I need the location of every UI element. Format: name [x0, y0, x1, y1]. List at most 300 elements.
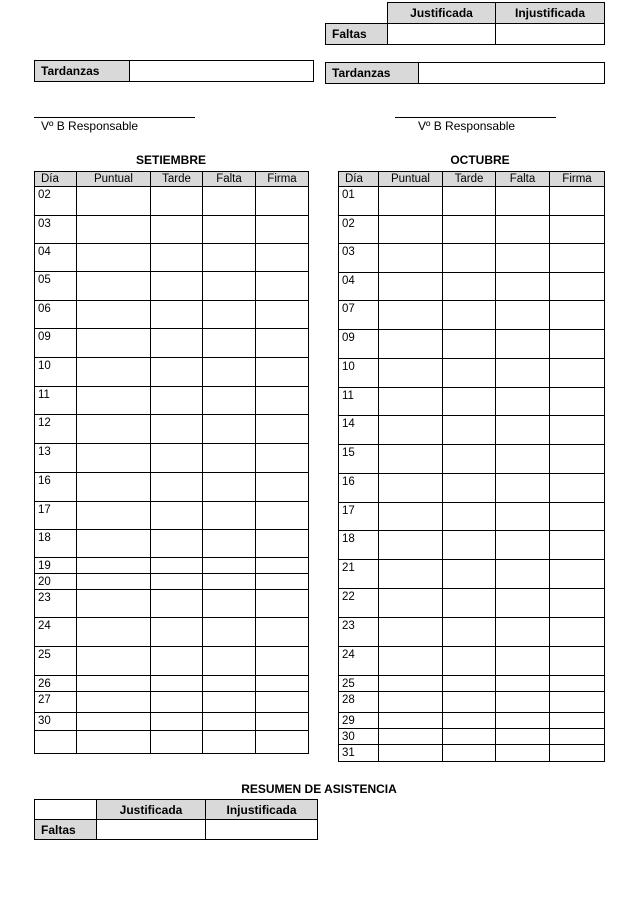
puntual-cell[interactable]: [77, 216, 151, 244]
tarde-cell[interactable]: [151, 618, 203, 647]
puntual-cell[interactable]: [379, 647, 443, 676]
day-cell: 24: [339, 647, 379, 676]
puntual-cell[interactable]: [379, 560, 443, 589]
tarde-cell[interactable]: [443, 330, 496, 359]
falta-cell[interactable]: [203, 676, 256, 692]
firma-cell[interactable]: [550, 503, 605, 531]
day-cell: 06: [35, 301, 77, 329]
setiembre-attendance-table: [34, 171, 309, 754]
firma-cell[interactable]: [256, 676, 309, 692]
puntual-cell[interactable]: [379, 273, 443, 301]
firma-cell[interactable]: [256, 713, 309, 731]
firma-cell[interactable]: [256, 558, 309, 574]
puntual-cell[interactable]: [379, 244, 443, 273]
puntual-cell[interactable]: [379, 503, 443, 531]
falta-cell[interactable]: [203, 502, 256, 530]
firma-cell[interactable]: [256, 530, 309, 558]
firma-cell[interactable]: [256, 358, 309, 387]
table-row: [35, 473, 309, 502]
tarde-cell[interactable]: [443, 216, 496, 244]
puntual-cell[interactable]: [379, 713, 443, 729]
puntual-cell[interactable]: [77, 558, 151, 574]
falta-cell[interactable]: [203, 731, 256, 754]
resumen-injustificada-cell[interactable]: [206, 820, 318, 840]
tarde-cell[interactable]: [443, 676, 496, 692]
falta-cell[interactable]: [496, 618, 550, 647]
firma-cell[interactable]: [550, 745, 605, 762]
day-cell: 19: [35, 558, 77, 574]
puntual-cell[interactable]: [77, 530, 151, 558]
falta-cell[interactable]: [203, 647, 256, 676]
falta-cell[interactable]: [496, 713, 550, 729]
firma-cell[interactable]: [550, 560, 605, 589]
tarde-cell[interactable]: [151, 692, 203, 713]
puntual-cell[interactable]: [379, 745, 443, 762]
resumen-title: RESUMEN DE ASISTENCIA: [241, 782, 397, 796]
day-cell: 14: [339, 416, 379, 445]
tarde-cell[interactable]: [151, 574, 203, 590]
firma-cell[interactable]: [550, 692, 605, 713]
day-cell: 01: [339, 187, 379, 216]
tarde-cell[interactable]: [151, 329, 203, 358]
falta-cell[interactable]: [203, 473, 256, 502]
day-cell: 10: [339, 359, 379, 388]
tarde-cell[interactable]: [151, 387, 203, 415]
tarde-cell[interactable]: [443, 445, 496, 474]
day-cell: 11: [339, 388, 379, 416]
day-cell: 25: [339, 676, 379, 692]
falta-cell[interactable]: [203, 530, 256, 558]
firma-cell[interactable]: [550, 244, 605, 273]
signature-label-right: Vº B Responsable: [418, 119, 516, 133]
firma-cell[interactable]: [550, 676, 605, 692]
tarde-cell[interactable]: [443, 244, 496, 273]
tarde-cell[interactable]: [443, 474, 496, 503]
day-cell: 18: [339, 531, 379, 560]
tarde-cell[interactable]: [151, 272, 203, 301]
falta-cell[interactable]: [496, 359, 550, 388]
resumen-justificada-cell[interactable]: [97, 820, 206, 840]
table-row: [339, 676, 605, 692]
falta-cell[interactable]: [203, 574, 256, 590]
table-row: [339, 330, 605, 359]
puntual-cell[interactable]: [379, 729, 443, 745]
faltas-injustificada-cell[interactable]: [496, 24, 605, 45]
column-header: Tarde: [151, 172, 203, 187]
falta-cell[interactable]: [203, 558, 256, 574]
resumen-faltas-table: [34, 799, 318, 840]
day-cell: 04: [339, 273, 379, 301]
column-header: Día: [339, 172, 379, 187]
day-cell: 28: [339, 692, 379, 713]
falta-cell[interactable]: [203, 590, 256, 618]
falta-cell[interactable]: [496, 388, 550, 416]
puntual-cell[interactable]: [77, 618, 151, 647]
signature-line-left: [34, 117, 195, 118]
table-row: [339, 359, 605, 388]
signature-label-left: Vº B Responsable: [41, 119, 139, 133]
firma-cell[interactable]: [256, 692, 309, 713]
firma-cell[interactable]: [550, 474, 605, 503]
table-row: [339, 647, 605, 676]
faltas-row-label: Faltas: [326, 24, 388, 45]
falta-cell[interactable]: [496, 676, 550, 692]
firma-cell[interactable]: [550, 445, 605, 474]
puntual-cell[interactable]: [379, 359, 443, 388]
puntual-cell[interactable]: [379, 330, 443, 359]
puntual-cell[interactable]: [77, 676, 151, 692]
firma-cell[interactable]: [550, 618, 605, 647]
column-header: Falta: [203, 172, 256, 187]
puntual-cell[interactable]: [379, 301, 443, 330]
tarde-cell[interactable]: [443, 589, 496, 618]
firma-cell[interactable]: [550, 330, 605, 359]
firma-cell[interactable]: [550, 729, 605, 745]
table-row: [339, 244, 605, 273]
puntual-cell[interactable]: [379, 216, 443, 244]
tarde-cell[interactable]: [151, 473, 203, 502]
tardanzas-left-table: [34, 60, 314, 82]
table-row: [339, 692, 605, 713]
day-cell: 12: [35, 415, 77, 444]
falta-cell[interactable]: [496, 416, 550, 445]
firma-cell[interactable]: [256, 272, 309, 301]
tarde-cell[interactable]: [443, 560, 496, 589]
top-faltas-table: [325, 2, 605, 45]
falta-cell[interactable]: [496, 729, 550, 745]
tarde-cell[interactable]: [443, 503, 496, 531]
table-row: [339, 216, 605, 244]
injustificada-header: Injustificada: [496, 3, 605, 24]
puntual-cell[interactable]: [379, 445, 443, 474]
tardanzas-right-cell[interactable]: [419, 63, 605, 84]
column-header: Firma: [550, 172, 605, 187]
table-row: [35, 415, 309, 444]
tarde-cell[interactable]: [151, 676, 203, 692]
tarde-cell[interactable]: [151, 502, 203, 530]
falta-cell[interactable]: [203, 187, 256, 216]
tarde-cell[interactable]: [443, 388, 496, 416]
falta-cell[interactable]: [496, 216, 550, 244]
day-cell: 02: [35, 187, 77, 216]
puntual-cell[interactable]: [379, 388, 443, 416]
firma-cell[interactable]: [256, 415, 309, 444]
setiembre-title: SETIEMBRE: [135, 153, 206, 167]
day-cell: 07: [339, 301, 379, 330]
table-row: [35, 558, 309, 574]
firma-cell[interactable]: [256, 590, 309, 618]
table-row: [339, 618, 605, 647]
puntual-cell[interactable]: [77, 444, 151, 473]
table-row: [35, 676, 309, 692]
resumen-justificada-header: Justificada: [97, 800, 206, 820]
day-cell: 09: [339, 330, 379, 359]
falta-cell[interactable]: [203, 387, 256, 415]
puntual-cell[interactable]: [77, 574, 151, 590]
signature-line-right: [395, 117, 556, 118]
day-cell: 21: [339, 560, 379, 589]
table-row: [339, 589, 605, 618]
falta-cell[interactable]: [496, 647, 550, 676]
firma-cell[interactable]: [550, 273, 605, 301]
day-cell: 02: [339, 216, 379, 244]
falta-cell[interactable]: [203, 301, 256, 329]
falta-cell[interactable]: [203, 216, 256, 244]
falta-cell[interactable]: [496, 692, 550, 713]
table-row: [35, 358, 309, 387]
column-header: Puntual: [379, 172, 443, 187]
faltas-justificada-cell[interactable]: [388, 24, 496, 45]
firma-cell[interactable]: [550, 713, 605, 729]
tarde-cell[interactable]: [151, 187, 203, 216]
puntual-cell[interactable]: [379, 187, 443, 216]
tarde-cell[interactable]: [151, 358, 203, 387]
falta-cell[interactable]: [496, 474, 550, 503]
day-cell: 31: [339, 745, 379, 762]
tarde-cell[interactable]: [151, 301, 203, 329]
empty-corner-cell: [35, 800, 97, 820]
falta-cell[interactable]: [496, 745, 550, 762]
day-cell: 27: [35, 692, 77, 713]
falta-cell[interactable]: [203, 713, 256, 731]
column-header: Día: [35, 172, 77, 187]
day-cell: 25: [35, 647, 77, 676]
firma-cell[interactable]: [256, 618, 309, 647]
tarde-cell[interactable]: [443, 301, 496, 330]
tarde-cell[interactable]: [151, 590, 203, 618]
firma-cell[interactable]: [550, 589, 605, 618]
day-cell: 05: [35, 272, 77, 301]
falta-cell[interactable]: [203, 692, 256, 713]
tardanzas-label: Tardanzas: [35, 61, 130, 82]
tarde-cell[interactable]: [443, 359, 496, 388]
falta-cell[interactable]: [496, 589, 550, 618]
puntual-cell[interactable]: [77, 713, 151, 731]
firma-cell[interactable]: [256, 473, 309, 502]
tarde-cell[interactable]: [443, 618, 496, 647]
table-row: [339, 531, 605, 560]
firma-cell[interactable]: [256, 329, 309, 358]
puntual-cell[interactable]: [77, 647, 151, 676]
day-cell: 10: [35, 358, 77, 387]
day-cell: 26: [35, 676, 77, 692]
puntual-cell[interactable]: [379, 676, 443, 692]
firma-cell[interactable]: [550, 531, 605, 560]
octubre-title: OCTUBRE: [450, 153, 510, 167]
firma-cell[interactable]: [256, 187, 309, 216]
day-cell: 15: [339, 445, 379, 474]
puntual-cell[interactable]: [379, 474, 443, 503]
table-row: [339, 445, 605, 474]
puntual-cell[interactable]: [77, 387, 151, 415]
tarde-cell[interactable]: [443, 745, 496, 762]
table-row: [35, 272, 309, 301]
puntual-cell[interactable]: [77, 415, 151, 444]
firma-cell[interactable]: [256, 216, 309, 244]
tarde-cell[interactable]: [151, 216, 203, 244]
table-row: [35, 692, 309, 713]
tarde-cell[interactable]: [443, 692, 496, 713]
day-cell: [35, 731, 77, 754]
justificada-header: Justificada: [388, 3, 496, 24]
table-row: [35, 713, 309, 731]
puntual-cell[interactable]: [77, 301, 151, 329]
tarde-cell[interactable]: [443, 187, 496, 216]
puntual-cell[interactable]: [379, 531, 443, 560]
day-cell: 30: [35, 713, 77, 731]
day-cell: 03: [35, 216, 77, 244]
day-cell: 17: [35, 502, 77, 530]
falta-cell[interactable]: [496, 244, 550, 273]
puntual-cell[interactable]: [77, 244, 151, 272]
falta-cell[interactable]: [496, 187, 550, 216]
falta-cell[interactable]: [496, 445, 550, 474]
firma-cell[interactable]: [550, 359, 605, 388]
falta-cell[interactable]: [203, 244, 256, 272]
firma-cell[interactable]: [550, 216, 605, 244]
table-row: [35, 301, 309, 329]
table-row: [35, 216, 309, 244]
falta-cell[interactable]: [496, 503, 550, 531]
day-cell: 09: [35, 329, 77, 358]
day-cell: 04: [35, 244, 77, 272]
empty-corner-cell: [326, 3, 388, 24]
table-row: [35, 530, 309, 558]
falta-cell[interactable]: [496, 560, 550, 589]
day-cell: 29: [339, 713, 379, 729]
column-header: Falta: [496, 172, 550, 187]
firma-cell[interactable]: [256, 647, 309, 676]
table-row: [339, 745, 605, 762]
tarde-cell[interactable]: [151, 647, 203, 676]
firma-cell[interactable]: [256, 574, 309, 590]
table-row: [35, 244, 309, 272]
puntual-cell[interactable]: [379, 589, 443, 618]
tarde-cell[interactable]: [443, 647, 496, 676]
table-header-row: [339, 172, 605, 187]
day-cell: 24: [35, 618, 77, 647]
resumen-faltas-label: Faltas: [35, 820, 97, 840]
tardanzas-right-table: [325, 62, 605, 84]
day-cell: 13: [35, 444, 77, 473]
firma-cell[interactable]: [256, 502, 309, 530]
table-row: [339, 474, 605, 503]
puntual-cell[interactable]: [379, 692, 443, 713]
puntual-cell[interactable]: [77, 187, 151, 216]
table-row: [339, 416, 605, 445]
tardanzas-label: Tardanzas: [326, 63, 419, 84]
table-row: [339, 187, 605, 216]
table-row: [35, 618, 309, 647]
firma-cell[interactable]: [256, 387, 309, 415]
tarde-cell[interactable]: [443, 416, 496, 445]
octubre-attendance-table: [338, 171, 605, 762]
falta-cell[interactable]: [496, 330, 550, 359]
tarde-cell[interactable]: [151, 713, 203, 731]
puntual-cell[interactable]: [77, 731, 151, 754]
column-header: Tarde: [443, 172, 496, 187]
day-cell: 11: [35, 387, 77, 415]
puntual-cell[interactable]: [77, 358, 151, 387]
puntual-cell[interactable]: [77, 590, 151, 618]
tarde-cell[interactable]: [151, 415, 203, 444]
tarde-cell[interactable]: [443, 713, 496, 729]
tarde-cell[interactable]: [151, 244, 203, 272]
day-cell: 22: [339, 589, 379, 618]
falta-cell[interactable]: [496, 531, 550, 560]
table-row: [35, 444, 309, 473]
firma-cell[interactable]: [550, 388, 605, 416]
tarde-cell[interactable]: [151, 731, 203, 754]
falta-cell[interactable]: [496, 273, 550, 301]
table-row: [35, 387, 309, 415]
tardanzas-left-cell[interactable]: [130, 61, 314, 82]
column-header: Puntual: [77, 172, 151, 187]
column-header: Firma: [256, 172, 309, 187]
puntual-cell[interactable]: [77, 473, 151, 502]
firma-cell[interactable]: [550, 187, 605, 216]
table-row: [35, 574, 309, 590]
puntual-cell[interactable]: [77, 502, 151, 530]
tarde-cell[interactable]: [443, 729, 496, 745]
puntual-cell[interactable]: [379, 416, 443, 445]
table-row: [339, 503, 605, 531]
falta-cell[interactable]: [203, 329, 256, 358]
firma-cell[interactable]: [256, 244, 309, 272]
falta-cell[interactable]: [203, 415, 256, 444]
firma-cell[interactable]: [256, 444, 309, 473]
tarde-cell[interactable]: [151, 444, 203, 473]
falta-cell[interactable]: [496, 301, 550, 330]
table-row: [35, 647, 309, 676]
falta-cell[interactable]: [203, 618, 256, 647]
day-cell: 23: [339, 618, 379, 647]
falta-cell[interactable]: [203, 358, 256, 387]
day-cell: 30: [339, 729, 379, 745]
puntual-cell[interactable]: [77, 692, 151, 713]
table-header-row: [35, 172, 309, 187]
firma-cell[interactable]: [550, 647, 605, 676]
firma-cell[interactable]: [550, 301, 605, 330]
tarde-cell[interactable]: [151, 530, 203, 558]
day-cell: 18: [35, 530, 77, 558]
puntual-cell[interactable]: [77, 272, 151, 301]
table-row: [35, 187, 309, 216]
tarde-cell[interactable]: [151, 558, 203, 574]
day-cell: 23: [35, 590, 77, 618]
table-row: [35, 731, 309, 754]
tarde-cell[interactable]: [443, 273, 496, 301]
day-cell: 17: [339, 503, 379, 531]
day-cell: 20: [35, 574, 77, 590]
resumen-injustificada-header: Injustificada: [206, 800, 318, 820]
firma-cell[interactable]: [550, 416, 605, 445]
tarde-cell[interactable]: [443, 531, 496, 560]
table-row: [339, 388, 605, 416]
falta-cell[interactable]: [203, 272, 256, 301]
falta-cell[interactable]: [203, 444, 256, 473]
table-row: [35, 329, 309, 358]
firma-cell[interactable]: [256, 301, 309, 329]
table-row: [35, 590, 309, 618]
table-row: [339, 301, 605, 330]
puntual-cell[interactable]: [379, 618, 443, 647]
day-cell: 16: [35, 473, 77, 502]
table-row: [35, 502, 309, 530]
puntual-cell[interactable]: [77, 329, 151, 358]
table-row: [339, 560, 605, 589]
firma-cell[interactable]: [256, 731, 309, 754]
